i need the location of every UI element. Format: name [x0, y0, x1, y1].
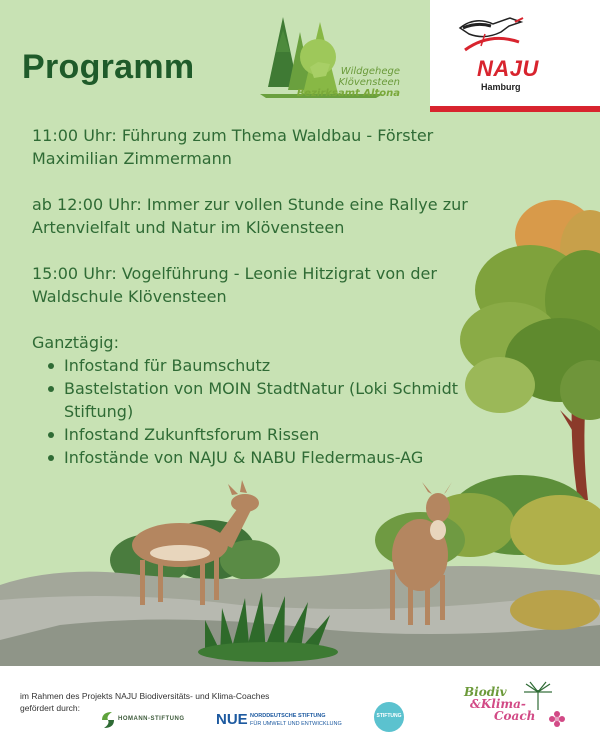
allday-item-3: Infostand Zukunftsforum Rissen: [48, 423, 492, 446]
page-title: Programm: [22, 48, 195, 86]
program-item-3: 15:00 Uhr: Vogelführung - Leonie Hitzigrat von der Waldschule Klövensteen: [32, 264, 437, 306]
funding-text: [20, 690, 320, 714]
deer-left-illustration: [132, 480, 259, 605]
funding-line1: im Rahmen des Projekts NAJU Biodiversitäts- und Klima-Coaches: [20, 691, 270, 701]
homann-leaf-icon: [100, 710, 116, 730]
wildgehege-line3: Bezirksamt Altona: [296, 88, 400, 99]
wildgehege-text: [280, 66, 400, 99]
bushes-illustration: [110, 475, 600, 586]
deer-right-illustration: [390, 482, 452, 625]
allday-item-1: Infostand für Baumschutz: [48, 354, 492, 377]
badge-line3: Coach: [494, 709, 536, 723]
sponsor-nue-line2: FÜR UMWELT UND ENTWICKLUNG: [250, 721, 342, 727]
allday-item-2: Bastelstation von MOIN StadtNatur (Loki Schmidt Stiftung): [48, 377, 492, 423]
program-list: [32, 124, 492, 469]
sponsor-nue-line1: NORDDEUTSCHE STIFTUNG: [250, 713, 326, 719]
grass-illustration: [198, 592, 338, 662]
allday-list: [32, 354, 492, 469]
wildgehege-line1: Wildgehege: [340, 66, 400, 77]
biodiv-klima-coach-badge: [464, 686, 574, 722]
funding-line2: gefördert durch:: [20, 703, 81, 713]
naju-wordmark: NAJU: [477, 56, 539, 81]
badge-line2: &Klima-: [470, 697, 526, 711]
program-item-1: 11:00 Uhr: Führung zum Thema Waldbau - Förster Maximilian Zimmermann: [32, 126, 434, 168]
sponsor-homann: HOMANN-STIFTUNG: [118, 716, 185, 722]
badge-line1: Biodiv: [464, 685, 507, 699]
wildgehege-line2: Klövensteen: [338, 77, 400, 88]
allday-heading: Ganztägig:: [32, 333, 119, 352]
sponsor-circle-text: STIFTUNG: [376, 713, 402, 719]
naju-region: Hamburg: [481, 82, 521, 92]
sponsor-nue-mark: NUE: [216, 711, 248, 728]
program-item-2: ab 12:00 Uhr: Immer zur vollen Stunde eine Rallye zur Artenvielfalt und Natur im Klövensteen: [32, 195, 468, 237]
allday-item-4: Infostände von NAJU & NABU Fledermaus-AG: [48, 446, 492, 469]
stork-icon: [455, 10, 525, 56]
